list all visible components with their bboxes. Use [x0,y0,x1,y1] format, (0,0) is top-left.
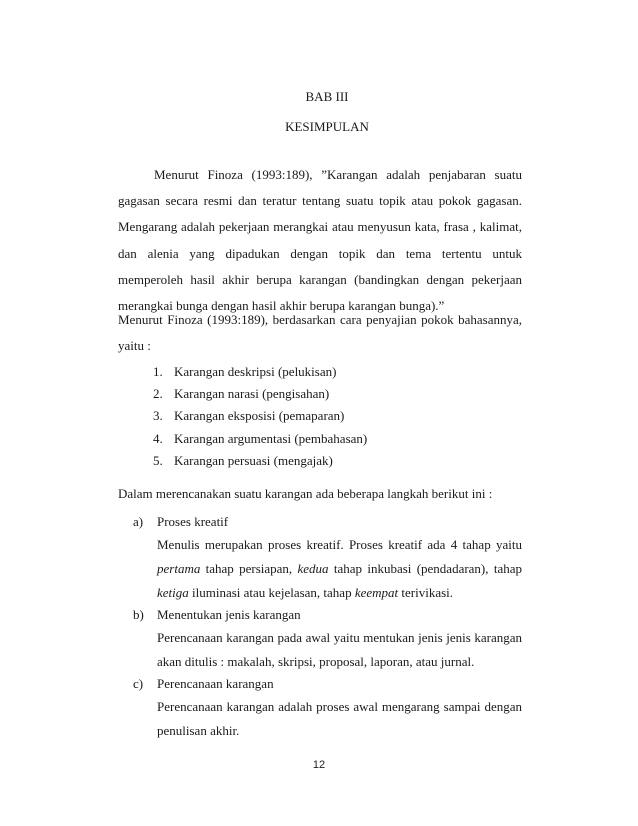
list-text: Karangan argumentasi (pembahasan) [174,430,368,446]
chapter-heading: BAB III [305,89,349,104]
emphasis: keempat [354,584,399,600]
list-text: Karangan deskripsi (pelukisan) [174,364,337,379]
list-item-title: Perencanaan karangan [157,676,274,691]
list-number: 1. [153,364,163,379]
list-number: 2. [153,386,163,402]
list-number: 3. [153,408,163,424]
list-number: 4. [153,430,163,446]
list-item [133,604,522,673]
list-item-description: Menulis merupakan proses kreatif. Proses kreatif ada 4 tahap yaitu pertama tahap persiapan, kedua tahap inkubasi (pendadaran), tahap ketiga iluminasi atau kejelasan, tahap keempat terivikasi. [157,537,522,600]
essay-types-list [153,361,367,472]
list-item [153,450,367,472]
paragraph-classification: Menurut Finoza (1993:189), berdasarkan cara penyajian pokok bahasannya, yaitu : [118,312,522,354]
paragraph-definition: Menurut Finoza (1993:189), ”Karangan adalah penjabaran suatu gagasan secara resmi dan teratur tentang suatu topik atau pokok gagasan. Mengarang adalah pekerjaan merangkai atau menyusun kata, frasa , kalimat, dan alenia yang dipadukan dengan topik dan tema tertentu untuk memperoleh hasil akhir berupa karangan (bandingkan dengan pekerjaan merangkai bunga dengan hasil akhir berupa karangan bunga).” [118,167,522,314]
list-item-description: Perencanaan karangan pada awal yaitu mentukan jenis jenis karangan akan ditulis : makalah, skripsi, proposal, laporan, atau jurnal. [157,630,522,669]
list-marker: a) [133,514,144,529]
list-item-title: Proses kreatif [157,514,229,529]
list-text: Karangan narasi (pengisahan) [174,386,330,402]
page-number: 12 [312,759,326,771]
list-item-description: Perencanaan karangan adalah proses awal mengarang sampai dengan penulisan akhir. [157,699,522,738]
list-item [153,361,367,383]
list-number: 5. [153,452,163,468]
list-marker: b) [133,607,144,622]
chapter-title: KESIMPULAN [285,119,369,134]
emphasis: pertama [157,560,201,576]
list-item [153,428,367,450]
list-item [133,673,522,743]
list-item [153,405,367,427]
list-item [153,383,367,405]
list-item [133,511,522,604]
list-marker: c) [133,676,144,691]
list-text: Karangan persuasi (mengajak) [174,452,333,468]
paragraph-steps-intro: Dalam merencanakan suatu karangan ada beberapa langkah berikut ini : [118,486,493,501]
list-item-title: Menentukan jenis karangan [157,607,301,622]
list-text: Karangan eksposisi (pemaparan) [174,408,345,424]
writing-steps-list [133,511,522,743]
emphasis: ketiga [157,584,189,600]
emphasis: kedua [297,560,329,576]
